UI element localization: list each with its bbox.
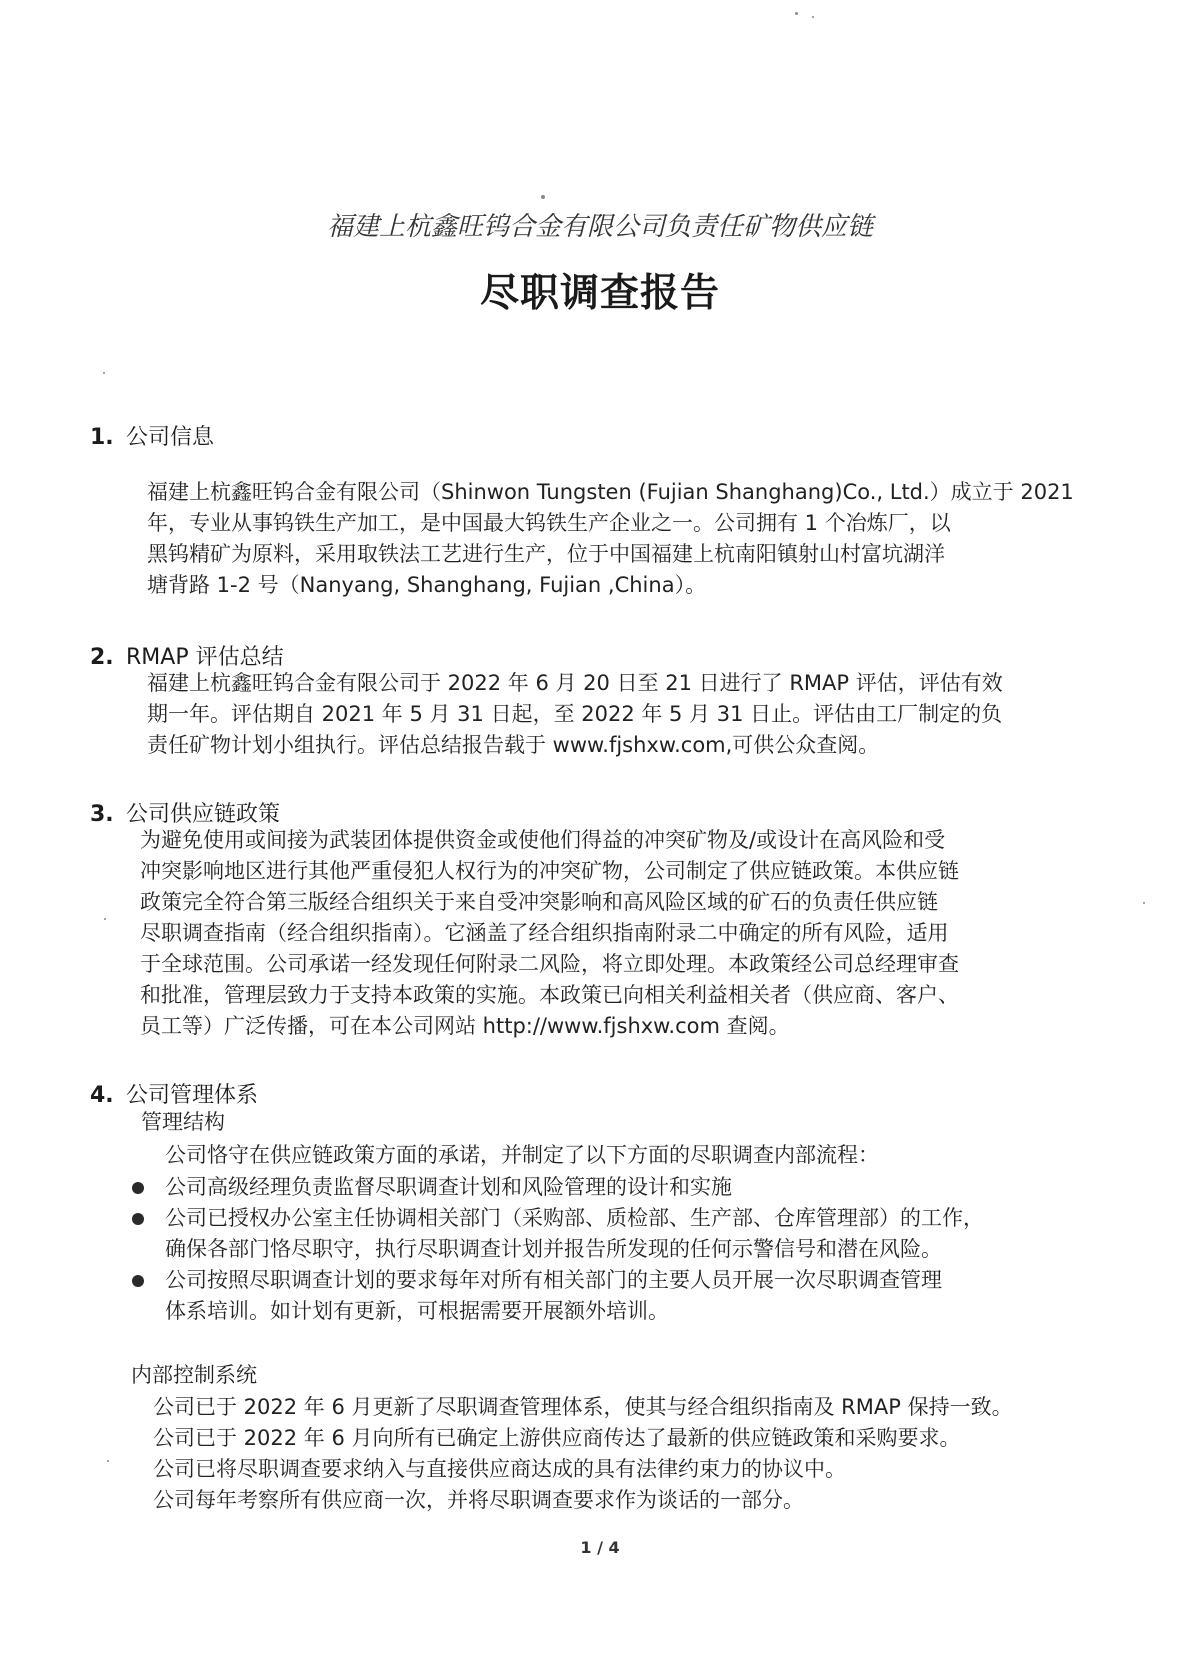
document-subtitle: 福建上杭鑫旺钨合金有限公司负责任矿物供应链	[326, 212, 873, 242]
scan-speck	[103, 372, 105, 374]
section-paragraph	[140, 825, 959, 1042]
intro-text: 公司恪守在供应链政策方面的承诺，并制定了以下方面的尽职调查内部流程：	[165, 1143, 879, 1167]
paragraph-line: 冲突影响地区进行其他严重侵犯人权行为的冲突矿物，公司制定了供应链政策。本供应链	[140, 859, 959, 883]
paragraph-line: 期一年。评估期自 2021 年 5 月 31 日起，至 2022 年 5 月 31 日止。评估由工厂制定的负	[147, 702, 1003, 726]
section-number: 3.	[90, 802, 114, 827]
paragraph-line: 公司已于 2022 年 6 月更新了尽职调查管理体系，使其与经合组织指南及 RMAP 保持一致。	[153, 1395, 1013, 1419]
bullet-dot	[132, 1182, 144, 1194]
bullet-dot	[132, 1275, 144, 1287]
section-heading	[90, 1078, 258, 1109]
paragraph-line: 于全球范围。公司承诺一经发现任何附录二风险，将立即处理。本政策经公司总经理审查	[140, 952, 959, 976]
section-title: RMAP 评估总结	[126, 645, 284, 670]
section-heading	[90, 420, 214, 451]
document-title: 尽职调查报告	[479, 271, 720, 316]
section-paragraph	[153, 1392, 1013, 1516]
scan-speck	[812, 16, 814, 18]
section-number: 4.	[90, 1083, 114, 1108]
paragraph-line: 公司每年考察所有供应商一次，并将尽职调查要求作为谈话的一部分。	[153, 1488, 804, 1512]
section-number: 2.	[90, 645, 114, 670]
section-title: 公司供应链政策	[126, 802, 281, 827]
scan-speck	[541, 195, 545, 199]
bullet-line: 公司高级经理负责监督尽职调查计划和风险管理的设计和实施	[165, 1175, 732, 1199]
section-title: 公司信息	[126, 425, 215, 450]
bullet-line: 公司按照尽职调查计划的要求每年对所有相关部门的主要人员开展一次尽职调查管理	[165, 1268, 942, 1292]
scan-speck	[104, 918, 106, 920]
subsection-heading: 管理结构	[141, 1110, 225, 1134]
paragraph-line: 员工等）广泛传播，可在本公司网站 http://www.fjshxw.com 查阅。	[140, 1014, 790, 1038]
bullet-item	[165, 1172, 732, 1203]
paragraph-line: 和批准，管理层致力于支持本政策的实施。本政策已向相关利益相关者（供应商、客户、	[140, 983, 959, 1007]
paragraph-line: 塘背路 1-2 号（Nanyang, Shanghang, Fujian ,China）。	[147, 573, 707, 597]
scan-speck	[1143, 902, 1145, 904]
bullet-line: 公司已授权办公室主任协调相关部门（采购部、质检部、生产部、仓库管理部）的工作，	[165, 1206, 984, 1230]
bullet-item	[165, 1265, 942, 1327]
paragraph-line: 福建上杭鑫旺钨合金有限公司于 2022 年 6 月 20 日至 21 日进行了 RMAP 评估，评估有效	[147, 671, 1003, 695]
section-paragraph	[147, 477, 1074, 601]
bullet-line: 确保各部门恪尽职守，执行尽职调查计划并报告所发现的任何示警信号和潜在风险。	[165, 1237, 942, 1261]
page-number: 1 / 4	[580, 1538, 620, 1557]
paragraph-line: 年，专业从事钨铁生产加工，是中国最大钨铁生产企业之一。公司拥有 1 个冶炼厂，以	[147, 511, 951, 535]
bullet-item	[165, 1203, 984, 1265]
section-title: 公司管理体系	[126, 1083, 259, 1108]
section-number: 1.	[90, 425, 114, 450]
paragraph-line: 黑钨精矿为原料，采用取铁法工艺进行生产，位于中国福建上杭南阳镇射山村富坑湖洋	[147, 542, 945, 566]
paragraph-line: 尽职调查指南（经合组织指南）。它涵盖了经合组织指南附录二中确定的所有风险，适用	[140, 921, 949, 945]
paragraph-line: 福建上杭鑫旺钨合金有限公司（Shinwon Tungsten (Fujian Shanghang)Co., Ltd.）成立于 2021	[147, 480, 1074, 504]
section-heading	[90, 640, 284, 671]
paragraph-line: 责任矿物计划小组执行。评估总结报告载于 www.fjshxw.com,可供公众查阅。	[147, 733, 880, 757]
paragraph-line: 政策完全符合第三版经合组织关于来自受冲突影响和高风险区域的矿石的负责任供应链	[140, 890, 938, 914]
paragraph-line: 为避免使用或间接为武装团体提供资金或使他们得益的冲突矿物及/或设计在高风险和受	[140, 828, 946, 852]
bullet-dot	[132, 1213, 144, 1225]
bullet-line: 体系培训。如计划有更新，可根据需要开展额外培训。	[165, 1299, 669, 1323]
section-paragraph	[147, 668, 1003, 761]
paragraph-line: 公司已于 2022 年 6 月向所有已确定上游供应商传达了最新的供应链政策和采购要求。	[153, 1426, 961, 1450]
scan-speck	[795, 12, 798, 15]
subsection-heading: 内部控制系统	[131, 1363, 257, 1387]
paragraph-line: 公司已将尽职调查要求纳入与直接供应商达成的具有法律约束力的协议中。	[153, 1457, 846, 1481]
scan-speck	[107, 1460, 109, 1462]
section-heading	[90, 797, 280, 828]
